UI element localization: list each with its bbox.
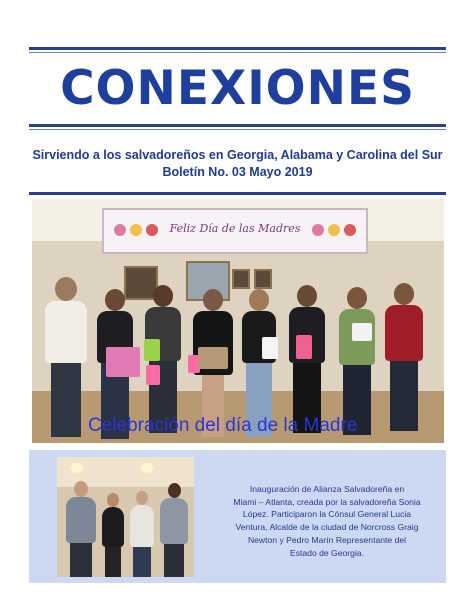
gift-bag: [352, 323, 372, 341]
person-figure: [63, 481, 99, 577]
gift-bag: [198, 347, 228, 369]
event-photo: [57, 457, 194, 577]
chandelier-light: [71, 463, 83, 473]
event-text-line: López. Participaron la Cónsul General Lucia: [242, 509, 412, 520]
photo-banner: [102, 208, 368, 254]
newsletter-title: CONEXIONES: [60, 61, 415, 116]
event-text-line: Estado de Georgia.: [289, 547, 365, 558]
chandelier-light: [141, 463, 153, 473]
mothers-day-photo: [32, 199, 444, 443]
banner-text: Feliz Día de las Madres: [169, 222, 301, 235]
event-text-line: Miami – Atlanta, creada por la salvadoreña Sonia: [233, 496, 421, 507]
person-figure: [40, 277, 90, 437]
subtitle-issue: Boletín No. 03 Mayo 2019: [162, 165, 313, 179]
person-figure: [380, 283, 428, 433]
person-figure: [99, 493, 127, 577]
person-figure: [127, 491, 157, 577]
event-text-line: Newton y Pedro Marín Representante del: [247, 534, 407, 545]
gift-bag: [146, 365, 160, 385]
event-text-line: Ventura, Alcalde de la ciudad de Norcross Graig: [235, 522, 419, 533]
main-photo-caption: Celebración del día de la Madre: [88, 415, 358, 436]
masthead-top-rule-thin: [29, 52, 446, 53]
event-text-line: Inauguración de Alianza Salvadoreña en: [249, 484, 405, 494]
masthead-top-rule: [29, 47, 446, 50]
gift-bag: [262, 337, 278, 359]
masthead-bottom-rule: [29, 124, 446, 127]
masthead-bottom-rule-thin: [29, 129, 446, 130]
wall-picture: [254, 269, 272, 289]
subtitle-rule: [29, 192, 446, 195]
newsletter-subtitle: [29, 147, 446, 181]
person-figure: [157, 483, 191, 577]
gift-bag: [296, 335, 312, 359]
wall-picture: [232, 269, 250, 289]
subtitle-tagline: Sirviendo a los salvadoreños en Georgia, Alabama y Carolina del Sur: [32, 148, 443, 162]
gift-bag: [144, 339, 160, 361]
gift-bag: [106, 347, 140, 377]
event-description: [229, 483, 425, 559]
person-figure: [284, 285, 330, 435]
